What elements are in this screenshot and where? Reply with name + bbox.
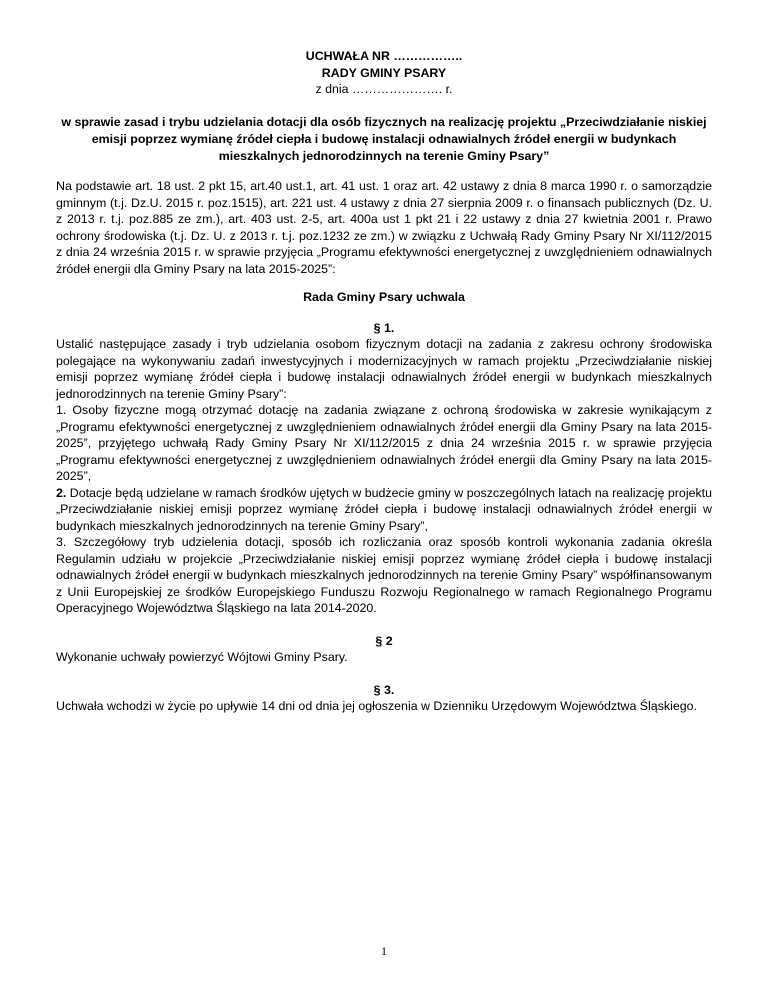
- document-header: [56, 48, 712, 98]
- section-1-item-3: 3. Szczegółowy tryb udzielenia dotacji, sposób ich rozliczania oraz sposób kontroli wykonania zadania określa Regulamin udziału w projekcie „Przeciwdziałanie niskiej emisji poprzez wymianę źródeł ciepła i budowę instalacji odnawialnych źródeł energii w budynkach mieszkalnych jednorodzinnych na terenie Gminy Psary” współfinansowanym z Unii Europejskiej ze środków Europejskiego Funduszu Rozwoju Regionalnego w ramach Regionalnego Programu Operacyjnego Województwa Śląskiego na lata 2014-2020.: [56, 535, 712, 616]
- section-1-intro: Ustalić następujące zasady i tryb udzielania osobom fizycznym dotacji na zadania z zakresu ochrony środowiska polegające na wykonywaniu zadań inwestycyjnych i modernizacyjnych w ramach projektu „Przeciwdziałanie niskiej emisji poprzez wymianę źródeł ciepła i budowę instalacji odnawialnych źródeł energii w budynkach mieszkalnych jednorodzinnych na terenie Gminy Psary”:: [56, 337, 712, 401]
- section-3-title: § 3.: [373, 682, 395, 697]
- council-name: RADY GMINY PSARY: [321, 65, 447, 80]
- section-1-item-2-number: 2.: [56, 485, 67, 500]
- council-resolves: Rada Gminy Psary uchwala: [303, 290, 465, 305]
- section-1-title: § 1.: [373, 320, 395, 335]
- section-2-title: § 2: [375, 633, 393, 648]
- section-1-item-2-text: Dotacje będą udzielane w ramach środków ujętych w budżecie gminy w poszczególnych latach na realizację projektu „Przeciwdziałanie niskiej emisji poprzez wymianę źródeł ciepła i budowę instalacji odnawialnych źródeł energii w budynkach mieszkalnych jednorodzinnych na terenie Gminy Psary”,: [56, 485, 712, 533]
- resolution-date: z dnia …………………. r.: [315, 82, 453, 97]
- section-1-item-1: 1. Osoby fizyczne mogą otrzymać dotację na zadania związane z ochroną środowiska w zakresie wynikającym z „Programu efektywności energetycznej z uwzględnieniem odnawialnych źródeł energii dla Gminy Psary na lata 2015-2025”, przyjętego uchwałą Rady Gminy Psary Nr XI/112/2015 z dnia 24 września 2015 r. w sprawie przyjęcia „Programu efektywności energetycznej z uwzględnieniem odnawialnych źródeł energii dla Gminy Psary na lata 2015-2025”,: [56, 403, 712, 484]
- section-1-item-2: [56, 485, 712, 535]
- section-3-text: Uchwała wchodzi w życie po upływie 14 dni od dnia jej ogłoszenia w Dzienniku Urzędowym Województwa Śląskiego.: [56, 699, 697, 714]
- section-2-text: Wykonanie uchwały powierzyć Wójtowi Gminy Psary.: [56, 650, 348, 665]
- section-3: [56, 682, 712, 715]
- section-2: [56, 633, 712, 666]
- section-1: [56, 320, 712, 617]
- resolution-subject: w sprawie zasad i trybu udzielania dotacji dla osób fizycznych na realizację projektu „Przeciwdziałanie niskiej emisji poprzez wymianę źródeł ciepła i budowę instalacji odnawialnych źródeł energii w budynkach mieszkalnych jednorodzinnych na terenie Gminy Psary”: [61, 115, 707, 163]
- page-number: 1: [381, 944, 387, 958]
- resolution-title: UCHWAŁA NR ……………..: [305, 49, 463, 63]
- legal-basis: Na podstawie art. 18 ust. 2 pkt 15, art.40 ust.1, art. 41 ust. 1 oraz art. 42 ustawy z dnia 8 marca 1990 r. o samorządzie gminnym (t.j. Dz.U. 2015 r. poz.1515), art. 221 ust. 4 ustawy z dnia 27 sierpnia 2009 r. o finansach publicznych (Dz. U. z 2013 r. t.j. poz.885 ze zm.), art. 403 ust. 2-5, art. 400a ust 1 pkt 21 i 22 ustawy z dnia 27 kwietnia 2001 r. Prawo ochrony środowiska (t.j. Dz. U. z 2013 r. t.j. poz.1232 ze zm.) w związku z Uchwałą Rady Gminy Psary Nr XI/112/2015 z dnia 24 września 2015 r. w sprawie przyjęcia „Programu efektywności energetycznej z uwzględnieniem odnawialnych źródeł energii dla Gminy Psary na lata 2015-2025”:: [56, 179, 712, 276]
